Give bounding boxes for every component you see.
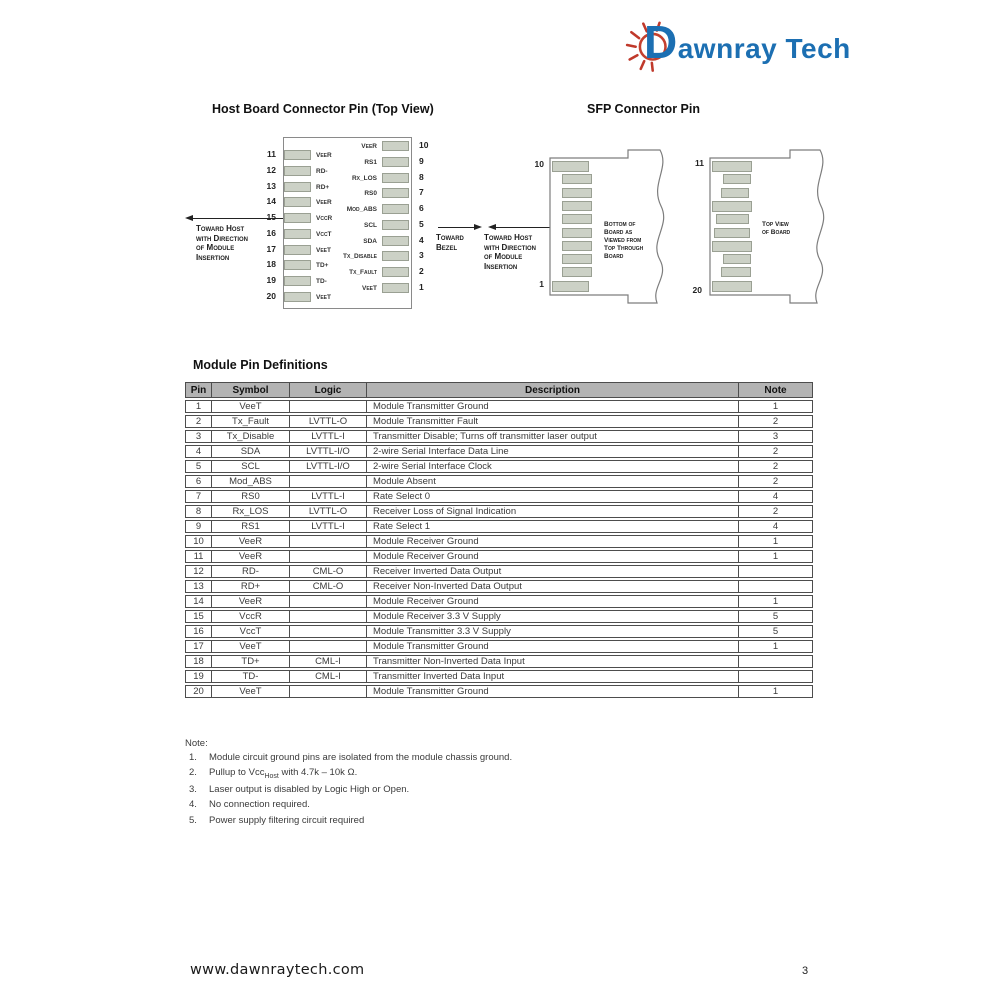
sfp-top-pad [723,254,751,264]
pin-table-body [185,400,813,698]
cell-logic [289,550,366,563]
sfp-top-pad [712,241,752,252]
cell-note [738,670,813,683]
column-header: Logic [289,382,366,398]
table-row [185,685,813,698]
cell-note: 2 [738,460,813,473]
host-left-pin-label: VeeR [316,152,332,159]
toward-host-sfp-arrow-line [493,227,550,228]
cell-pin: 1 [185,400,211,413]
table-row [185,625,813,638]
sfp-bottom-caption [604,221,643,261]
cell-description: Receiver Loss of Signal Indication [366,505,738,518]
cell-pin: 8 [185,505,211,518]
host-right-pin-label: VeeR [361,143,377,150]
sfp-bottom-pad [562,174,592,184]
caption-line: Viewed from [604,237,642,244]
cell-description: Receiver Inverted Data Output [366,565,738,578]
footer-website: www.dawnraytech.com [190,962,365,978]
table-row [185,655,813,668]
host-left-pin-number: 19 [266,275,276,286]
cell-pin: 16 [185,625,211,638]
annotation-line: with Direction [196,233,248,243]
sfp-bottom-pad [562,228,592,238]
annotation-line: with Direction [484,242,536,252]
table-row [185,580,813,593]
cell-description: Module Receiver Ground [366,550,738,563]
table-row [185,400,813,413]
sfp-bottom-pad [562,241,592,251]
table-heading: Module Pin Definitions [193,358,328,372]
host-board-title: Host Board Connector Pin (Top View) [212,102,434,116]
cell-logic [289,400,366,413]
brand-name: Dawnray Tech [644,16,851,68]
cell-pin: 5 [185,460,211,473]
cell-symbol: SCL [211,460,289,473]
annotation-line: of Module [484,252,523,261]
table-row [185,640,813,653]
cell-logic: CML-I [289,670,366,683]
cell-pin: 7 [185,490,211,503]
sfp-bottom-pad [552,161,589,172]
sfp-top-pad [721,267,751,277]
host-left-pin-number: 15 [266,212,276,223]
cell-logic [289,475,366,488]
sfp-top-top-pin-number: 11 [695,158,704,168]
cell-pin: 19 [185,670,211,683]
host-right-pin-label: SCL [364,221,377,229]
cell-note: 2 [738,505,813,518]
host-right-pin-label: Tx_Fault [349,269,377,277]
host-left-pin-pad [284,292,311,302]
host-right-pin-number: 7 [419,187,424,198]
host-left-pin-pad [284,260,311,270]
host-left-pin-number: 17 [266,243,276,254]
cell-pin: 12 [185,565,211,578]
cell-description: Module Receiver Ground [366,595,738,608]
toward-bezel-arrowhead [474,224,482,230]
cell-symbol: RD- [211,565,289,578]
host-left-pin-label: RD+ [316,183,330,191]
host-left-pin-pad [284,276,311,286]
column-header: Description [366,382,738,398]
notes-section [185,738,805,830]
annotation-line: Bezel [436,242,458,252]
toward-host-sfp-annotation [484,233,536,271]
cell-note: 2 [738,415,813,428]
cell-note [738,565,813,578]
cell-symbol: VeeT [211,685,289,698]
annotation-line: of Module [196,243,235,252]
cell-note: 5 [738,610,813,623]
host-right-pin-pad [382,236,409,246]
note-text: Laser output is disabled by Logic High or Open. [209,784,410,796]
cell-note: 1 [738,550,813,563]
host-right-pin-number: 3 [419,250,424,261]
note-item [185,815,805,826]
cell-symbol: VccR [211,610,289,623]
note-item [185,767,805,780]
toward-bezel-arrow-line [438,227,474,228]
cell-description: Rate Select 0 [366,490,738,503]
cell-description: Module Transmitter Ground [366,640,738,653]
host-left-pin-label: VeeT [316,246,331,254]
host-left-pin-number: 11 [267,149,276,159]
cell-note: 4 [738,520,813,533]
cell-symbol: Tx_Fault [211,415,289,428]
table-row [185,445,813,458]
footer-page-number: 3 [802,965,809,977]
table-row [185,460,813,473]
host-left-pin-pad [284,197,311,207]
cell-note: 1 [738,535,813,548]
cell-description: Module Transmitter 3.3 V Supply [366,625,738,638]
cell-pin: 9 [185,520,211,533]
cell-note: 1 [738,595,813,608]
note-text: Power supply filtering circuit required [209,814,365,826]
sfp-bottom-pad [552,281,589,292]
note-text: Module circuit ground pins are isolated from the module chassis ground. [209,752,513,763]
cell-pin: 11 [185,550,211,563]
cell-symbol: RD+ [211,580,289,593]
cell-description: Transmitter Disable; Turns off transmitter laser output [366,430,738,443]
host-right-pin-number: 6 [419,203,424,214]
cell-note: 2 [738,475,813,488]
caption-line: Board as [604,229,633,236]
caption-line: Bottom of [604,221,636,228]
host-right-pin-label: Tx_Disable [343,253,377,261]
sfp-top-bottom-pin-number: 20 [692,285,702,295]
host-left-pin-number: 13 [266,180,276,191]
cell-symbol: Mod_ABS [211,475,289,488]
sfp-title: SFP Connector Pin [587,102,700,116]
cell-pin: 17 [185,640,211,653]
cell-note: 5 [738,625,813,638]
toward-host-sfp-arrowhead [488,224,496,230]
annotation-line: Insertion [484,261,518,271]
host-right-pin-number: 9 [419,155,424,166]
cell-symbol: VeeR [211,550,289,563]
cell-logic [289,685,366,698]
host-left-pin-pad [284,166,311,176]
sfp-top-caption [762,221,790,237]
host-right-pin-label: SDA [363,237,377,245]
host-right-pin-number: 5 [419,218,424,229]
cell-logic [289,640,366,653]
caption-line: Board [604,253,624,260]
cell-symbol: VeeT [211,640,289,653]
note-number: 1. [189,752,197,763]
host-left-pin-number: 20 [266,291,276,302]
host-right-pin-pad [382,204,409,214]
cell-logic: LVTTL-I [289,520,366,533]
sfp-top-pad [712,161,752,172]
sfp-top-pad [712,201,752,212]
cell-logic: LVTTL-I/O [289,445,366,458]
cell-logic: CML-I [289,655,366,668]
host-left-pin-number: 18 [266,259,276,270]
cell-description: Module Receiver 3.3 V Supply [366,610,738,623]
host-left-pin-pad [284,213,311,223]
cell-note: 1 [738,640,813,653]
cell-logic [289,610,366,623]
host-right-pin-pad [382,267,409,277]
annotation-line: Toward [436,233,464,242]
host-left-pin-label: TD- [316,278,327,286]
host-left-pin-pad [284,245,311,255]
sfp-bottom-top-pin-number: 10 [534,159,544,169]
cell-note: 1 [738,400,813,413]
host-right-pin-number: 1 [419,282,424,293]
host-right-pin-pad [382,141,409,151]
host-left-pin-label: VccT [316,230,332,238]
cell-logic: LVTTL-I/O [289,460,366,473]
cell-symbol: VeeR [211,595,289,608]
table-row [185,670,813,683]
host-right-pin-number: 10 [419,140,429,150]
note-number: 3. [189,784,197,796]
cell-logic: LVTTL-I [289,430,366,443]
cell-note [738,580,813,593]
note-item [185,799,805,810]
logo [616,10,856,80]
host-right-pin-label: Mod_ABS [346,206,377,214]
cell-symbol: Rx_LOS [211,505,289,518]
host-left-pin-number: 12 [266,164,276,175]
host-right-pin-label: VeeT [362,285,377,293]
annotation-line: Toward Host [484,233,533,242]
host-left-pin-pad [284,150,311,160]
cell-pin: 18 [185,655,211,668]
caption-line: of Board [762,229,791,236]
host-left-pin-number: 14 [266,196,276,207]
sfp-top-pad [716,214,749,224]
cell-pin: 10 [185,535,211,548]
cell-description: Module Receiver Ground [366,535,738,548]
sfp-top-pad [721,188,749,198]
column-header: Pin [185,382,211,398]
host-left-pin-pad [284,229,311,239]
note-item [185,784,805,795]
cell-symbol: TD+ [211,655,289,668]
host-right-pin-number: 8 [419,171,424,182]
caption-line: Top Through [604,245,644,252]
column-header: Note [738,382,813,398]
sfp-top-pad [723,174,751,184]
host-right-pin-pad [382,173,409,183]
host-right-pin-pad [382,188,409,198]
cell-logic: CML-O [289,580,366,593]
cell-symbol: RS0 [211,490,289,503]
cell-symbol: VeeR [211,535,289,548]
host-right-pin-number: 4 [419,234,424,245]
cell-description: 2-wire Serial Interface Clock [366,460,738,473]
cell-description: 2-wire Serial Interface Data Line [366,445,738,458]
note-number: 2. [189,767,197,779]
sfp-bottom-pad [562,214,592,224]
cell-logic [289,535,366,548]
sfp-bottom-pad [562,254,592,264]
toward-host-arrowhead [185,215,193,221]
sfp-bottom-pad [562,188,592,198]
table-row [185,415,813,428]
cell-logic: LVTTL-O [289,415,366,428]
cell-symbol: RS1 [211,520,289,533]
host-right-pin-pad [382,251,409,261]
cell-description: Module Absent [366,475,738,488]
table-row [185,490,813,503]
cell-description: Module Transmitter Ground [366,400,738,413]
host-left-pin-number: 16 [266,227,276,238]
note-text: No connection required. [209,799,310,811]
host-left-pin-pad [284,182,311,192]
host-left-pin-label: TD+ [316,262,329,270]
toward-host-annotation [196,224,248,262]
cell-description: Module Transmitter Ground [366,685,738,698]
table-row [185,550,813,563]
cell-pin: 2 [185,415,211,428]
pin-table-header-row [185,382,813,398]
cell-pin: 6 [185,475,211,488]
cell-description: Receiver Non-Inverted Data Output [366,580,738,593]
note-subscript: Host [264,773,279,781]
notes-label: Note: [185,738,208,749]
cell-note: 3 [738,430,813,443]
cell-symbol: VccT [211,625,289,638]
table-row [185,595,813,608]
caption-line: Top View [762,221,789,228]
cell-description: Transmitter Inverted Data Input [366,670,738,683]
cell-description: Transmitter Non-Inverted Data Input [366,655,738,668]
sfp-bottom-pad [562,201,592,211]
host-right-pin-label: RS1 [364,158,377,166]
annotation-line: Toward Host [196,224,245,233]
table-row [185,535,813,548]
note-number: 4. [189,799,197,811]
cell-symbol: TD- [211,670,289,683]
cell-note: 4 [738,490,813,503]
host-left-pin-label: RD- [316,167,328,175]
host-right-pin-label: RS0 [364,190,377,198]
cell-pin: 13 [185,580,211,593]
cell-description: Module Transmitter Fault [366,415,738,428]
table-row [185,565,813,578]
table-row [185,430,813,443]
sfp-bottom-bottom-pin-number: 1 [539,279,544,289]
pin-table [185,380,813,700]
sfp-top-pad [714,228,750,238]
host-left-pin-label: VeeR [316,199,332,207]
cell-pin: 14 [185,595,211,608]
note-number: 5. [189,814,197,826]
cell-symbol: VeeT [211,400,289,413]
cell-symbol: SDA [211,445,289,458]
cell-note [738,655,813,668]
pin-table-wrap [185,380,813,700]
cell-logic [289,625,366,638]
cell-symbol: Tx_Disable [211,430,289,443]
cell-pin: 3 [185,430,211,443]
cell-pin: 20 [185,685,211,698]
cell-note: 1 [738,685,813,698]
cell-description: Rate Select 1 [366,520,738,533]
note-item [185,752,805,763]
host-left-pin-label: VccR [316,215,333,223]
host-left-pin-label: VeeT [316,294,331,302]
sfp-top-pad [712,281,752,292]
table-row [185,520,813,533]
host-right-pin-label: Rx_LOS [351,174,377,182]
cell-logic: LVTTL-I [289,490,366,503]
table-row [185,505,813,518]
host-right-pin-pad [382,283,409,293]
cell-logic [289,595,366,608]
host-right-pin-pad [382,220,409,230]
cell-logic: LVTTL-O [289,505,366,518]
table-row [185,610,813,623]
sfp-bottom-pad [562,267,592,277]
notes-list [185,752,805,826]
cell-logic: CML-O [289,565,366,578]
annotation-line: Insertion [196,252,230,262]
cell-pin: 15 [185,610,211,623]
cell-pin: 4 [185,445,211,458]
host-right-pin-number: 2 [419,266,424,277]
note-text: Pullup to Vcc$_{Host}$ with 4.7k – 10k Ω. [209,767,358,781]
table-row [185,475,813,488]
column-header: Symbol [211,382,289,398]
host-right-pin-pad [382,157,409,167]
cell-note: 2 [738,445,813,458]
